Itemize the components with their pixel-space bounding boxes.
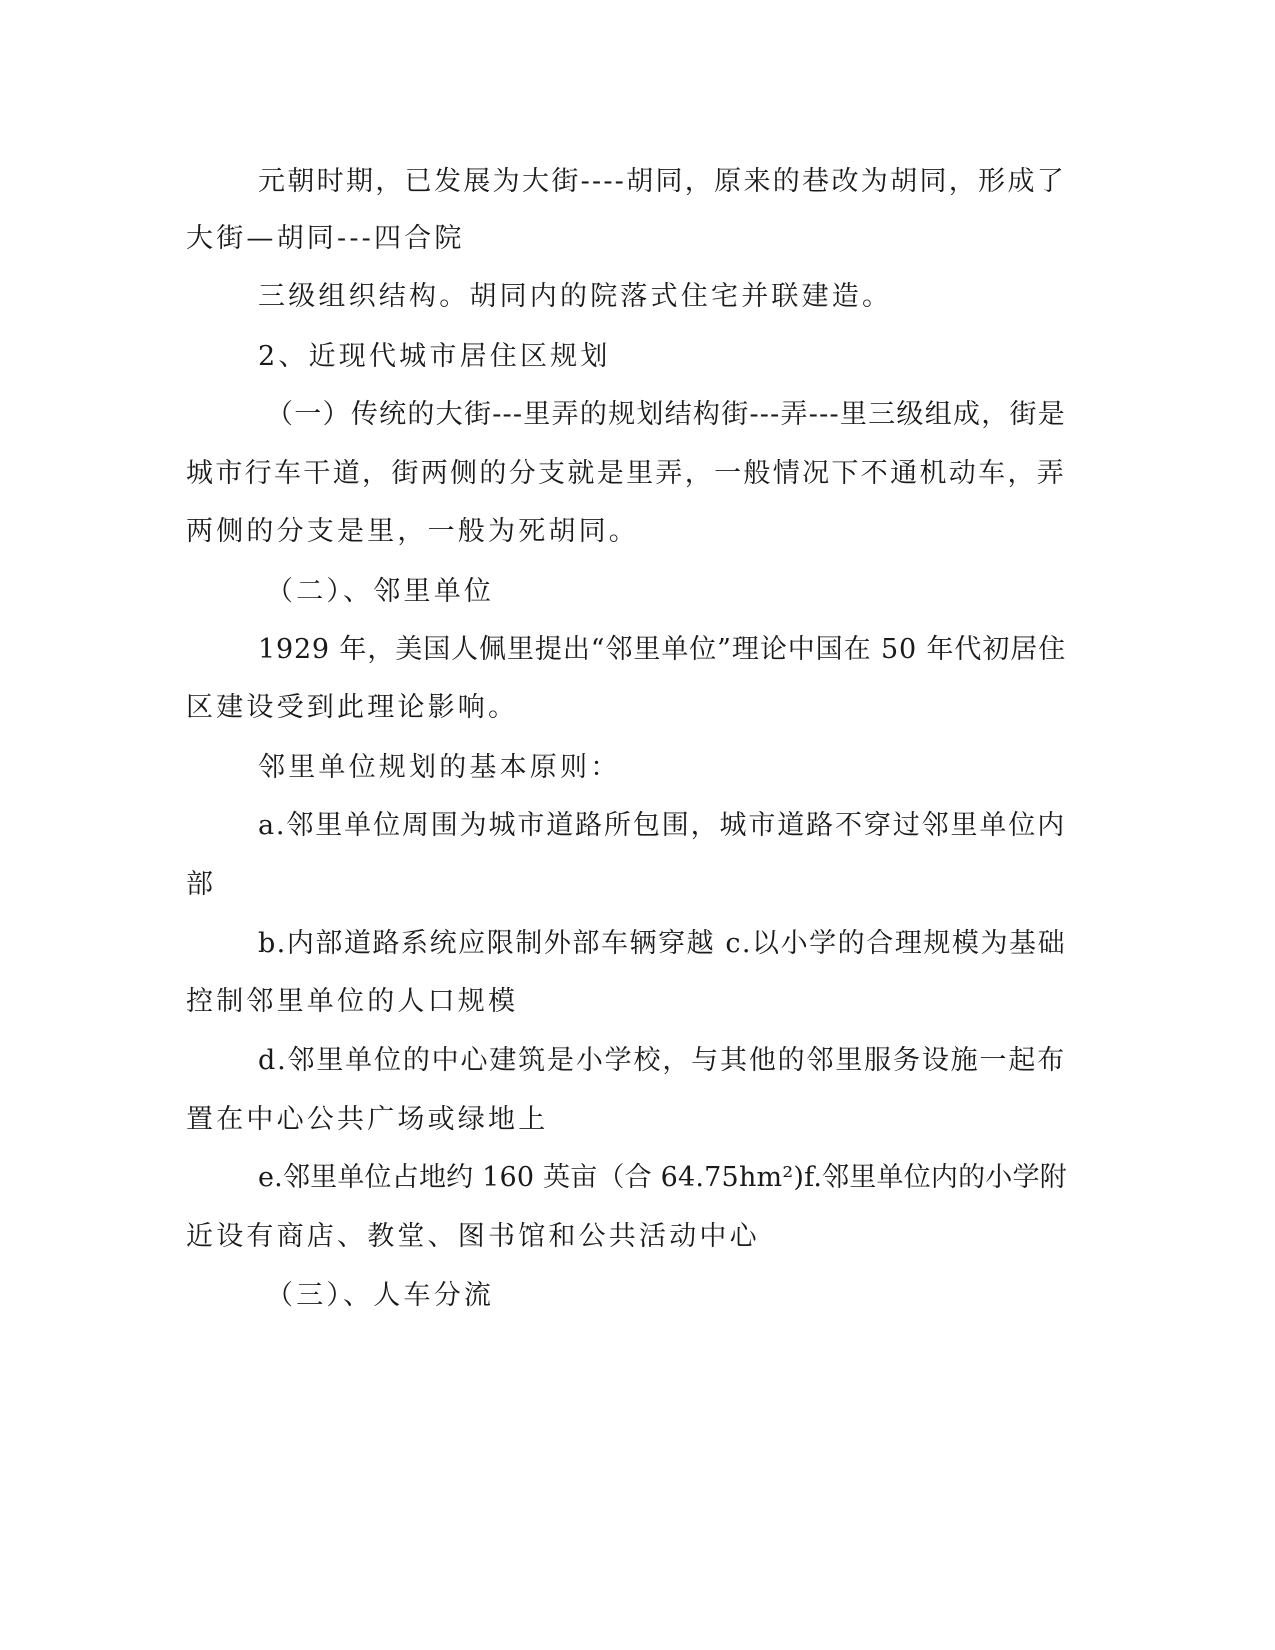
section-heading: （三）、人车分流 (266, 1280, 495, 1311)
list-item-line: d.邻里单位的中心建筑是小学校，与其他的邻里服务设施一起布 (258, 1045, 1066, 1076)
paragraph-line: 两侧的分支是里，一般为死胡同。 (186, 516, 639, 547)
paragraph-line: 区建设受到此理论影响。 (186, 692, 519, 723)
section-heading: 2、近现代城市居住区规划 (258, 341, 611, 372)
list-item-line: 近设有商店、教堂、图书馆和公共活动中心 (186, 1221, 760, 1252)
list-item-line: 控制邻里单位的人口规模 (186, 986, 519, 1017)
paragraph-line: 1929 年，美国人佩里提出“邻里单位”理论中国在 50 年代初居住 (258, 634, 1066, 665)
paragraph-line: （一）传统的大街---里弄的规划结构街---弄---里三级组成，街是 (266, 399, 1066, 430)
list-item-line: 部 (186, 869, 217, 900)
paragraph-line: 三级组织结构。胡同内的院落式住宅并联建造。 (258, 281, 893, 312)
paragraph-line: 城市行车干道，街两侧的分支就是里弄，一般情况下不通机动车，弄 (186, 458, 1066, 489)
paragraph-line: 大街—胡同---四合院 (186, 223, 465, 254)
list-item-line: 置在中心公共广场或绿地上 (186, 1104, 549, 1135)
list-item-line: b.内部道路系统应限制外部车辆穿越 c.以小学的合理规模为基础 (258, 928, 1066, 959)
list-item-line: e.邻里单位占地约 160 英亩（合 64.75hm²)f.邻里单位内的小学附 (258, 1162, 1067, 1193)
paragraph-line: 元朝时期，已发展为大街----胡同，原来的巷改为胡同，形成了 (258, 166, 1066, 197)
section-heading: （二）、邻里单位 (266, 576, 495, 607)
list-item-line: a.邻里单位周围为城市道路所包围，城市道路不穿过邻里单位内 (258, 810, 1066, 841)
paragraph-line: 邻里单位规划的基本原则： (258, 752, 621, 783)
